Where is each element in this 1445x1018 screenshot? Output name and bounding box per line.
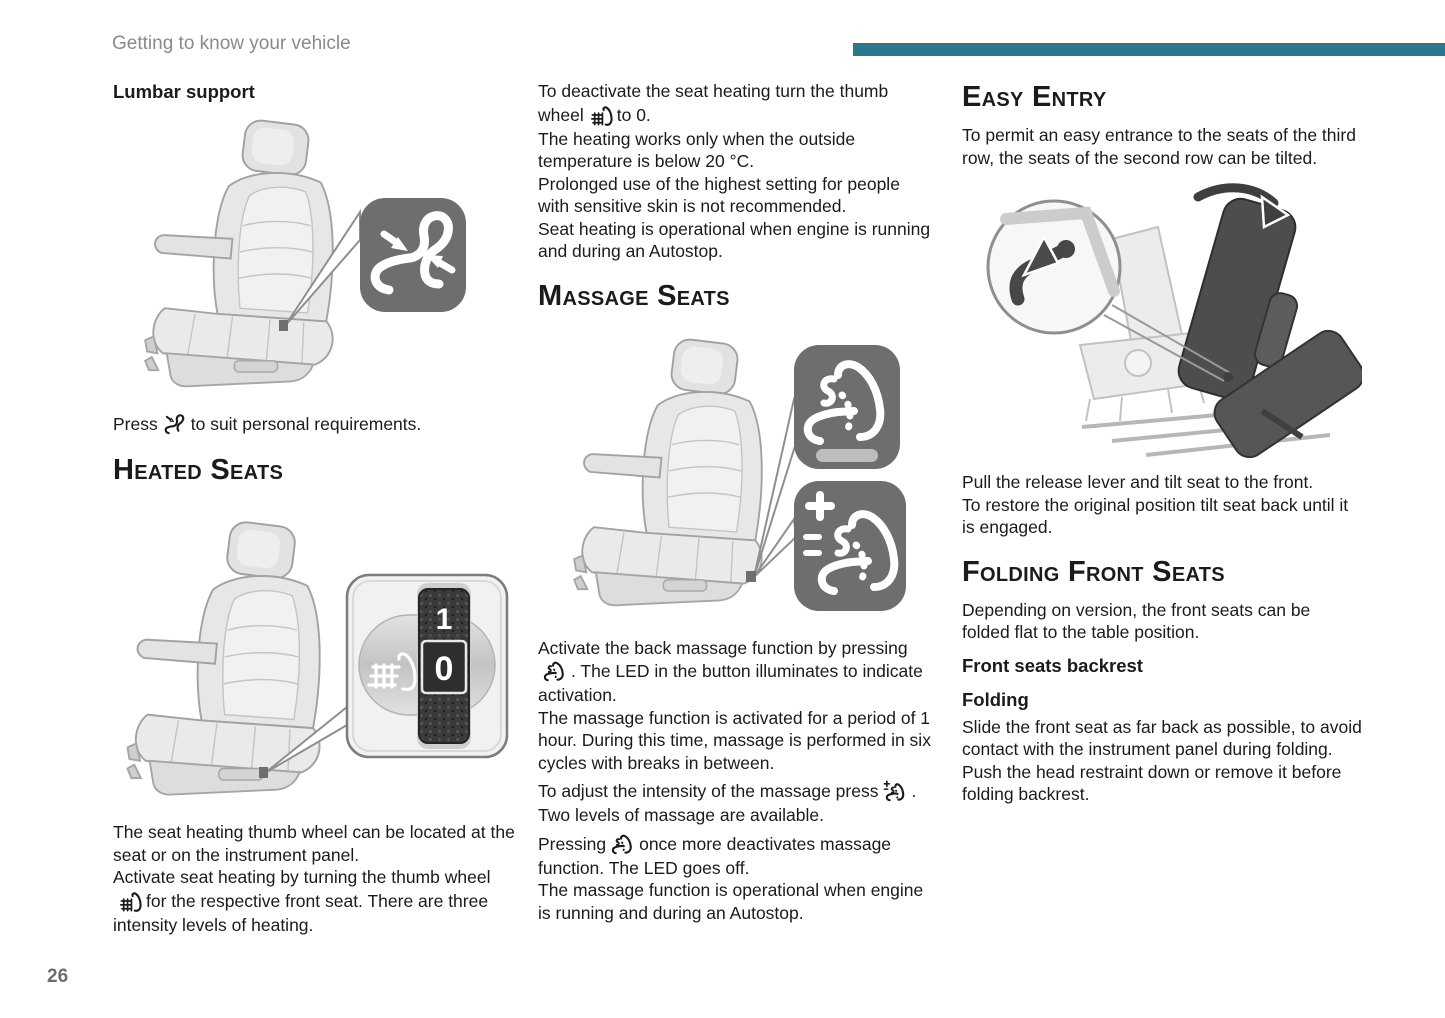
- lumbar-adjust-badge: [360, 198, 466, 312]
- massage-seats-heading: Massage Seats: [538, 279, 730, 312]
- pull-lever-text: Pull the release lever and tilt seat to the front.: [962, 472, 1314, 492]
- heating-works-text: The heating works only when the outside temperature is below 20 °C.: [538, 128, 856, 171]
- column-left: [113, 80, 515, 936]
- deactivate-after: to 0.: [616, 104, 651, 125]
- massage-operational-text: The massage function is operational when engine is running and during an Autostop.: [538, 880, 924, 923]
- pressing-after: once more deactivates massage function. The LED goes off.: [538, 833, 892, 878]
- massage-icon: [542, 659, 567, 684]
- heated-seats-illustration: [113, 497, 515, 811]
- lumbar-support-heading: Lumbar support: [113, 81, 255, 102]
- lumbar-support-illustration: [113, 110, 515, 402]
- column-middle: [538, 80, 934, 924]
- front-seats-backrest-heading: Front seats backrest: [962, 654, 1143, 676]
- massage-button-badge: [794, 345, 900, 469]
- deactivate-before: To deactivate the seat heating turn the thumb wheel: [538, 81, 889, 125]
- accent-bar: [853, 43, 1445, 56]
- massage-period-text: The massage function is activated for a period of 1 hour. During this time, massage is performed in six cycles with breaks in between.: [538, 707, 931, 773]
- folding-front-seats-heading: Folding Front Seats: [962, 555, 1225, 588]
- heated-seats-heading: Heated Seats: [113, 454, 284, 486]
- activate-after: . The LED in the button illuminates to indicate activation.: [538, 661, 923, 705]
- heated-text-before: Activate seat heating by turning the thumb wheel: [113, 867, 491, 887]
- massage-seats-illustration: [538, 323, 934, 625]
- thumbwheel-panel: [347, 575, 507, 757]
- massage-pressing-text: [538, 832, 934, 880]
- deactivate-text: [538, 80, 934, 128]
- intensity-before: To adjust the intensity of the massage press: [538, 781, 879, 801]
- massage-intensity-badge: [794, 481, 906, 611]
- heated-seats-text-1: The seat heating thumb wheel can be located at the seat or on the instrument panel.: [113, 822, 515, 865]
- column-right: [962, 80, 1362, 806]
- massage-icon: [610, 832, 635, 857]
- easy-entry-heading: Easy Entry: [962, 81, 1107, 113]
- activate-before: Activate the back massage function by pressing: [538, 637, 908, 658]
- page-header: Getting to know your vehicle: [112, 33, 351, 54]
- folding-sub-heading: Folding: [962, 688, 1029, 710]
- massage-activate-text: [538, 637, 934, 707]
- massage-led: [816, 449, 878, 462]
- release-lever-inset: [988, 201, 1120, 333]
- easy-entry-illustration: [962, 175, 1362, 463]
- heated-seats-text-2: [113, 866, 515, 936]
- pressing-before: Pressing: [538, 833, 607, 854]
- thumbwheel-level-0: 0: [434, 650, 454, 688]
- heated-text-after: for the respective front seat. There are three intensity levels of heating.: [113, 890, 489, 935]
- press-text-before: Press: [113, 414, 158, 434]
- thumbwheel-level-1: 1: [435, 603, 453, 636]
- lumbar-press-text: [113, 412, 515, 437]
- restore-text: To restore the original position tilt seat back until it is engaged.: [962, 494, 1349, 537]
- intensity-after: . Two levels of massage are available.: [538, 781, 917, 825]
- page-number: 26: [47, 966, 69, 987]
- press-text-after: to suit personal requirements.: [190, 414, 422, 434]
- massage-intensity-icon: [882, 779, 907, 804]
- seat-heating-icon: [588, 103, 613, 128]
- massage-intensity-text: [538, 779, 934, 827]
- easy-entry-intro: To permit an easy entrance to the seats of the third row, the seats of the second row can be tilted.: [962, 125, 1356, 168]
- depending-text: Depending on version, the front seats can be folded flat to the table position.: [962, 599, 1311, 642]
- heating-operational-text: Seat heating is operational when engine is running and during an Autostop.: [538, 218, 931, 261]
- push-text: Push the head restraint down or remove it before folding backrest.: [962, 761, 1342, 804]
- lumbar-adjust-icon: [162, 412, 187, 437]
- slide-text: Slide the front seat as far back as possible, to avoid contact with the instrument panel during folding.: [962, 716, 1362, 759]
- seat-heating-icon: [117, 889, 142, 914]
- prolonged-use-text: Prolonged use of the highest setting for people with sensitive skin is not recommended.: [538, 173, 900, 216]
